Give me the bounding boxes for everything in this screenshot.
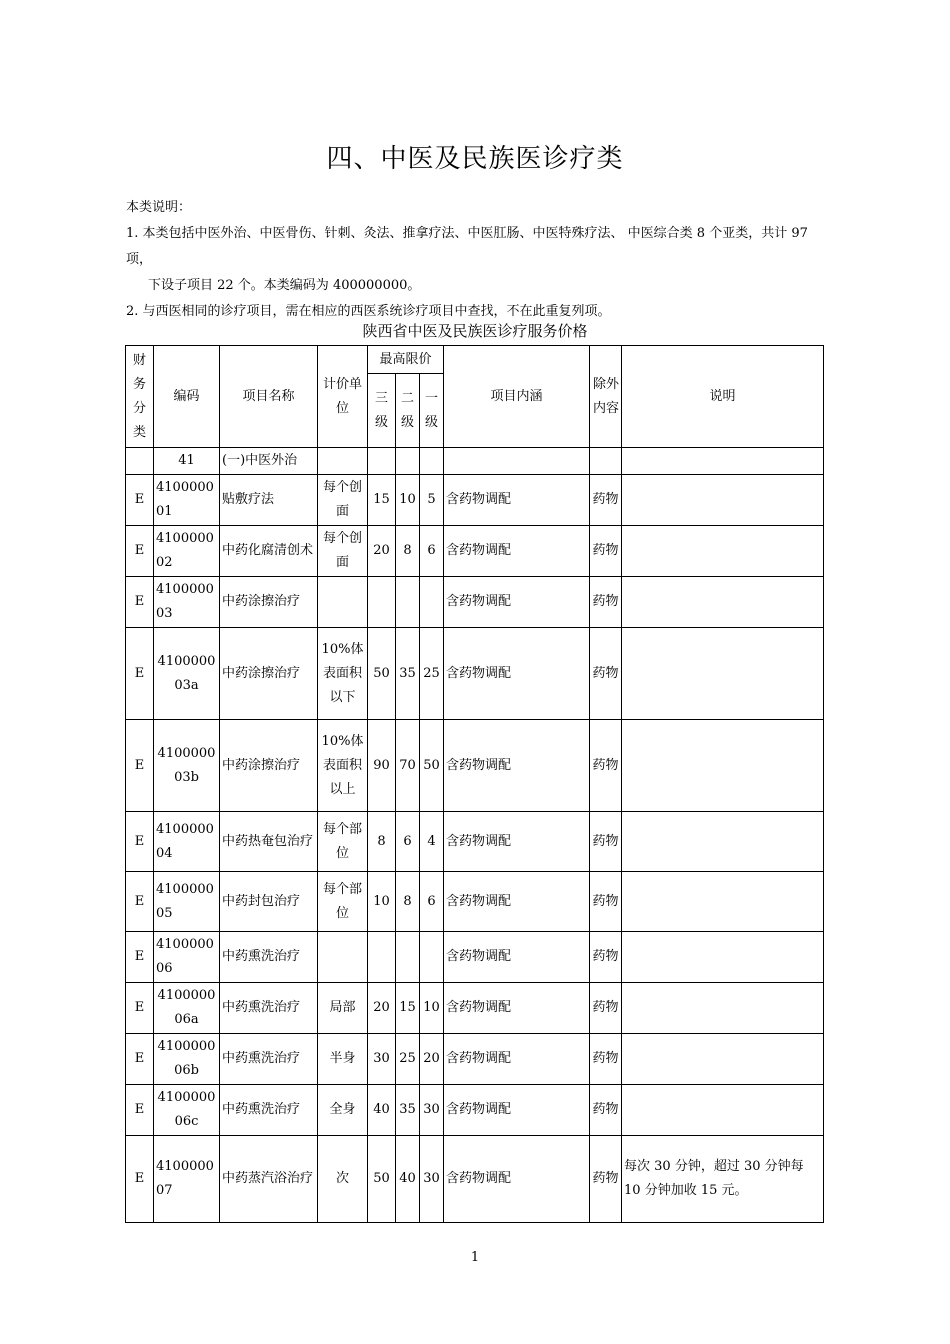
section-empty-3 — [396, 448, 420, 475]
section-empty-1 — [318, 448, 368, 475]
row-except: 药物 — [590, 812, 622, 872]
row-note: 每次 30 分钟，超过 30 分钟每 10 分钟加收 15 元。 — [622, 1136, 824, 1223]
row-code: 410000001 — [154, 475, 220, 526]
header-category-text: 财务分类 — [132, 352, 146, 440]
row-content: 含药物调配 — [444, 1085, 590, 1136]
row-except: 药物 — [590, 932, 622, 983]
row-except: 药物 — [590, 577, 622, 628]
row-price-level2: 10 — [396, 475, 420, 526]
row-name: 中药封包治疗 — [220, 872, 318, 932]
header-note: 说明 — [622, 346, 824, 448]
row-unit: 次 — [318, 1136, 368, 1223]
table-row — [126, 812, 824, 872]
row-price-level1: 30 — [420, 1136, 444, 1223]
row-except: 药物 — [590, 1034, 622, 1085]
row-note — [622, 812, 824, 872]
row-price-level3: 20 — [368, 983, 396, 1034]
row-note — [622, 932, 824, 983]
table-row — [126, 983, 824, 1034]
header-level3-text: 三级 — [374, 390, 388, 430]
row-name: 中药涂擦治疗 — [220, 720, 318, 812]
row-price-level2: 70 — [396, 720, 420, 812]
header-max-price: 最高限价 — [368, 346, 444, 374]
row-code: 410000006c — [154, 1085, 220, 1136]
row-content: 含药物调配 — [444, 1034, 590, 1085]
section-name: (一)中医外治 — [220, 448, 318, 475]
row-unit: 10%体表面积以下 — [318, 628, 368, 720]
row-price-level1: 30 — [420, 1085, 444, 1136]
row-unit: 每个创面 — [318, 526, 368, 577]
row-category: E — [126, 983, 154, 1034]
row-price-level3: 40 — [368, 1085, 396, 1136]
note-item-1-cont: 下设子项目 22 个。本类编码为 400000000。 — [148, 278, 421, 293]
row-name: 中药热奄包治疗 — [220, 812, 318, 872]
row-price-level3: 90 — [368, 720, 396, 812]
section-empty-2 — [368, 448, 396, 475]
row-price-level3: 15 — [368, 475, 396, 526]
page-number: 1 — [470, 1250, 480, 1265]
note-item-1: 1. 本类包括中医外治、中医骨伤、针刺、灸法、推拿疗法、中医肛肠、中医特殊疗法、 中医综合类 8 个亚类，共计 97 项， — [126, 226, 808, 267]
row-except: 药物 — [590, 628, 622, 720]
price-table — [125, 345, 824, 1223]
row-code: 410000003a — [154, 628, 220, 720]
note-item-2: 2. 与西医相同的诊疗项目，需在相应的西医系统诊疗项目中查找，不在此重复列项。 — [126, 304, 611, 319]
table-caption: 陕西省中医及民族医诊疗服务价格 — [362, 322, 588, 340]
row-name: 中药涂擦治疗 — [220, 577, 318, 628]
row-unit: 每个创面 — [318, 475, 368, 526]
row-except: 药物 — [590, 526, 622, 577]
row-content: 含药物调配 — [444, 628, 590, 720]
table-row — [126, 1034, 824, 1085]
row-name: 中药蒸汽浴治疗 — [220, 1136, 318, 1223]
table-row — [126, 1085, 824, 1136]
row-content: 含药物调配 — [444, 526, 590, 577]
row-content: 含药物调配 — [444, 932, 590, 983]
category-notes — [126, 195, 826, 325]
row-price-level3 — [368, 577, 396, 628]
table-row — [126, 720, 824, 812]
section-empty-7 — [622, 448, 824, 475]
notes-heading: 本类说明： — [126, 200, 192, 215]
row-unit — [318, 577, 368, 628]
header-name: 项目名称 — [220, 346, 318, 448]
row-note — [622, 526, 824, 577]
row-name: 中药熏洗治疗 — [220, 983, 318, 1034]
row-price-level1 — [420, 932, 444, 983]
row-note — [622, 577, 824, 628]
section-row — [126, 448, 824, 475]
row-content: 含药物调配 — [444, 1136, 590, 1223]
row-name: 中药涂擦治疗 — [220, 628, 318, 720]
row-price-level1: 6 — [420, 526, 444, 577]
row-price-level2 — [396, 577, 420, 628]
row-note — [622, 872, 824, 932]
section-code: 41 — [154, 448, 220, 475]
row-category: E — [126, 628, 154, 720]
row-note — [622, 983, 824, 1034]
row-price-level1: 10 — [420, 983, 444, 1034]
row-code: 410000006a — [154, 983, 220, 1034]
header-level3 — [368, 374, 396, 448]
section-empty-6 — [590, 448, 622, 475]
row-note — [622, 1085, 824, 1136]
row-price-level3: 30 — [368, 1034, 396, 1085]
row-unit: 全身 — [318, 1085, 368, 1136]
row-category: E — [126, 577, 154, 628]
row-content: 含药物调配 — [444, 983, 590, 1034]
header-code: 编码 — [154, 346, 220, 448]
row-category: E — [126, 1034, 154, 1085]
row-code: 410000006 — [154, 932, 220, 983]
row-price-level1: 4 — [420, 812, 444, 872]
header-level1-text: 一级 — [424, 390, 438, 430]
row-except: 药物 — [590, 1136, 622, 1223]
row-price-level2: 8 — [396, 872, 420, 932]
header-unit — [318, 346, 368, 448]
row-category: E — [126, 1136, 154, 1223]
table-row — [126, 577, 824, 628]
row-code: 410000003 — [154, 577, 220, 628]
row-code: 410000003b — [154, 720, 220, 812]
row-price-level1: 25 — [420, 628, 444, 720]
row-unit — [318, 932, 368, 983]
row-unit: 每个部位 — [318, 872, 368, 932]
row-except: 药物 — [590, 872, 622, 932]
row-name: 中药化腐清创术 — [220, 526, 318, 577]
header-content: 项目内涵 — [444, 346, 590, 448]
row-price-level2 — [396, 932, 420, 983]
row-price-level1: 50 — [420, 720, 444, 812]
row-price-level3: 50 — [368, 628, 396, 720]
row-note — [622, 720, 824, 812]
header-level2-text: 二级 — [400, 390, 414, 430]
table-row — [126, 1136, 824, 1223]
row-name: 贴敷疗法 — [220, 475, 318, 526]
row-category: E — [126, 526, 154, 577]
header-category — [126, 346, 154, 448]
row-category: E — [126, 720, 154, 812]
row-price-level2: 25 — [396, 1034, 420, 1085]
row-name: 中药熏洗治疗 — [220, 932, 318, 983]
row-category: E — [126, 1085, 154, 1136]
row-price-level3: 20 — [368, 526, 396, 577]
section-cat — [126, 448, 154, 475]
table-row — [126, 475, 824, 526]
row-category: E — [126, 872, 154, 932]
row-note — [622, 475, 824, 526]
page-title: 四、中医及民族医诊疗类 — [326, 144, 624, 174]
table-body — [126, 475, 824, 1223]
section-empty-5 — [444, 448, 590, 475]
row-code: 410000002 — [154, 526, 220, 577]
row-price-level1: 5 — [420, 475, 444, 526]
row-price-level2: 6 — [396, 812, 420, 872]
header-except — [590, 346, 622, 448]
row-code: 410000006b — [154, 1034, 220, 1085]
row-price-level2: 15 — [396, 983, 420, 1034]
row-except: 药物 — [590, 983, 622, 1034]
row-except: 药物 — [590, 720, 622, 812]
header-level2 — [396, 374, 420, 448]
row-unit: 半身 — [318, 1034, 368, 1085]
row-note — [622, 1034, 824, 1085]
table-row — [126, 526, 824, 577]
row-name: 中药熏洗治疗 — [220, 1034, 318, 1085]
row-code: 410000007 — [154, 1136, 220, 1223]
table-row — [126, 628, 824, 720]
row-price-level3: 10 — [368, 872, 396, 932]
row-price-level1: 20 — [420, 1034, 444, 1085]
row-price-level1 — [420, 577, 444, 628]
section-empty-4 — [420, 448, 444, 475]
row-name: 中药熏洗治疗 — [220, 1085, 318, 1136]
row-content: 含药物调配 — [444, 812, 590, 872]
row-price-level2: 40 — [396, 1136, 420, 1223]
row-content: 含药物调配 — [444, 872, 590, 932]
header-except-text: 除外内容 — [593, 376, 620, 416]
row-price-level3 — [368, 932, 396, 983]
row-price-level1: 6 — [420, 872, 444, 932]
row-category: E — [126, 812, 154, 872]
row-unit: 每个部位 — [318, 812, 368, 872]
row-price-level2: 35 — [396, 628, 420, 720]
row-price-level3: 8 — [368, 812, 396, 872]
row-price-level2: 35 — [396, 1085, 420, 1136]
row-category: E — [126, 475, 154, 526]
row-except: 药物 — [590, 1085, 622, 1136]
row-content: 含药物调配 — [444, 720, 590, 812]
row-code: 410000004 — [154, 812, 220, 872]
row-except: 药物 — [590, 475, 622, 526]
header-unit-text: 计价单位 — [322, 376, 362, 416]
row-price-level3: 50 — [368, 1136, 396, 1223]
row-note — [622, 628, 824, 720]
row-code: 410000005 — [154, 872, 220, 932]
table-row — [126, 872, 824, 932]
row-price-level2: 8 — [396, 526, 420, 577]
header-level1 — [420, 374, 444, 448]
row-category: E — [126, 932, 154, 983]
table-row — [126, 932, 824, 983]
row-unit: 局部 — [318, 983, 368, 1034]
row-unit: 10%体表面积以上 — [318, 720, 368, 812]
row-content: 含药物调配 — [444, 577, 590, 628]
row-content: 含药物调配 — [444, 475, 590, 526]
